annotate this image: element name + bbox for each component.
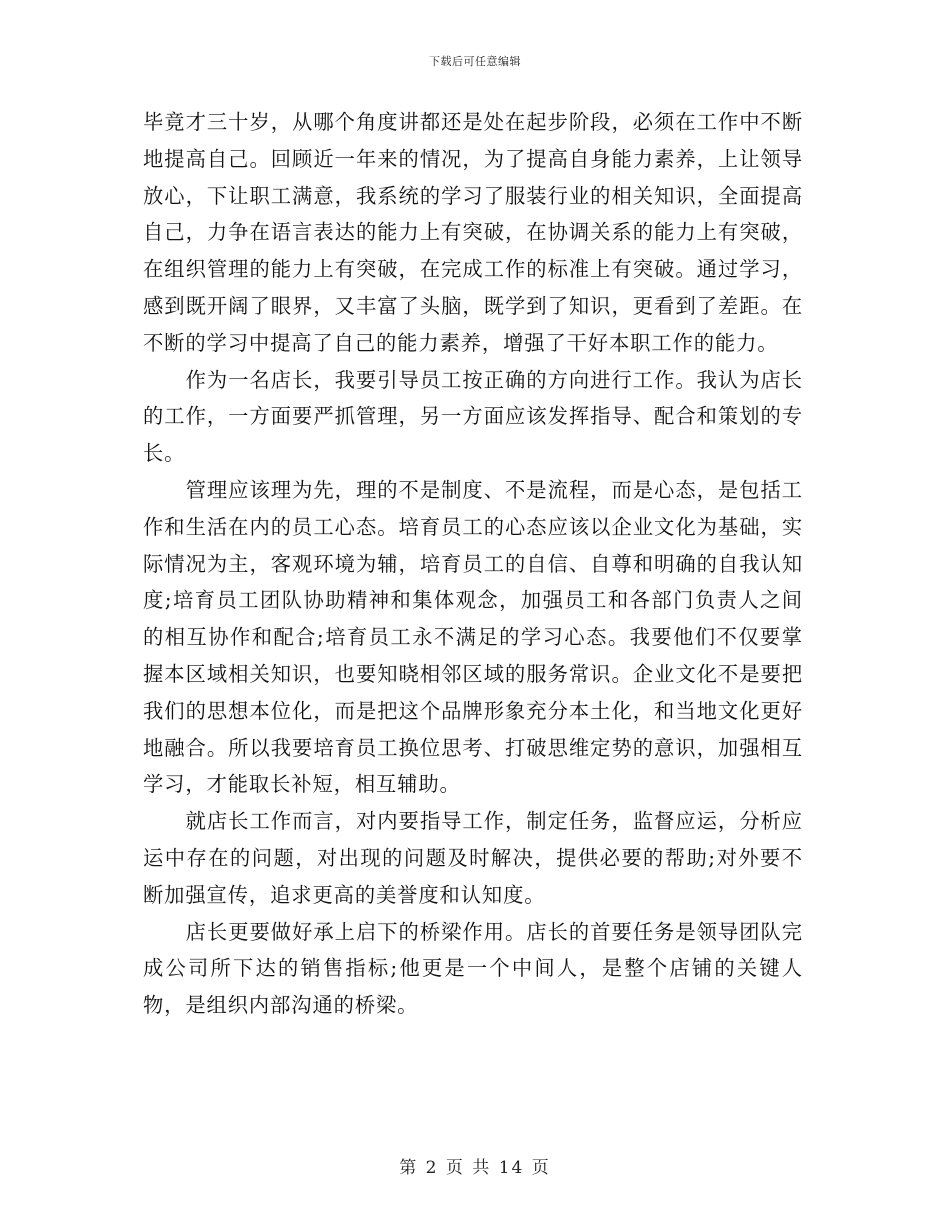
paragraph-3: 管理应该理为先，理的不是制度、不是流程，而是心态，是包括工作和生活在内的员工心态。培育员工的心态应该以企业文化为基础，实际情况为主，客观环境为辅，培育员工的自信、自尊和明确的自我认知度;培育员工团队协助精神和集体观念，加强员工和各部门负责人之间的相互协作和配合;培育员工永不满足的学习心态。我要他们不仅要掌握本区域相关知识，也要知晓相邻区域的服务常识。企业文化不是要把我们的思想本位化，而是把这个品牌形象充分本土化，和当地文化更好地融合。所以我要培育员工换位思考、打破思维定势的意识，加强相互学习，才能取长补短，相互辅助。 (143, 477, 803, 797)
paragraph-2: 作为一名店长，我要引导员工按正确的方向进行工作。我认为店长的工作，一方面要严抓管理，另一方面应该发挥指导、配合和策划的专长。 (143, 367, 803, 466)
paragraph-1: 毕竟才三十岁，从哪个角度讲都还是处在起步阶段，必须在工作中不断地提高自己。回顾近一年来的情况，为了提高自身能力素养，上让领导放心，下让职工满意，我系统的学习了服装行业的相关知识，全面提高自己，力争在语言表达的能力上有突破，在协调关系的能力上有突破，在组织管理的能力上有突破，在完成工作的标准上有突破。通过学习，感到既开阔了眼界，又丰富了头脑，既学到了知识，更看到了差距。在不断的学习中提高了自己的能力素养，增强了干好本职工作的能力。 (143, 110, 803, 355)
page-number-text: 第 2 页 共 14 页 (399, 1158, 551, 1178)
paragraph-5: 店长更要做好承上启下的桥梁作用。店长的首要任务是领导团队完成公司所下达的销售指标;他更是一个中间人，是整个店铺的关键人物，是组织内部沟通的桥梁。 (143, 919, 803, 1018)
page-header: 下载后可任意编辑 (429, 55, 521, 68)
page-number-footer (0, 1153, 950, 1178)
paragraph-4: 就店长工作而言，对内要指导工作，制定任务，监督应运，分析应运中存在的问题，对出现的问题及时解决，提供必要的帮助;对外要不断加强宣传，追求更高的美誉度和认知度。 (143, 809, 803, 907)
document-body (143, 104, 803, 1024)
